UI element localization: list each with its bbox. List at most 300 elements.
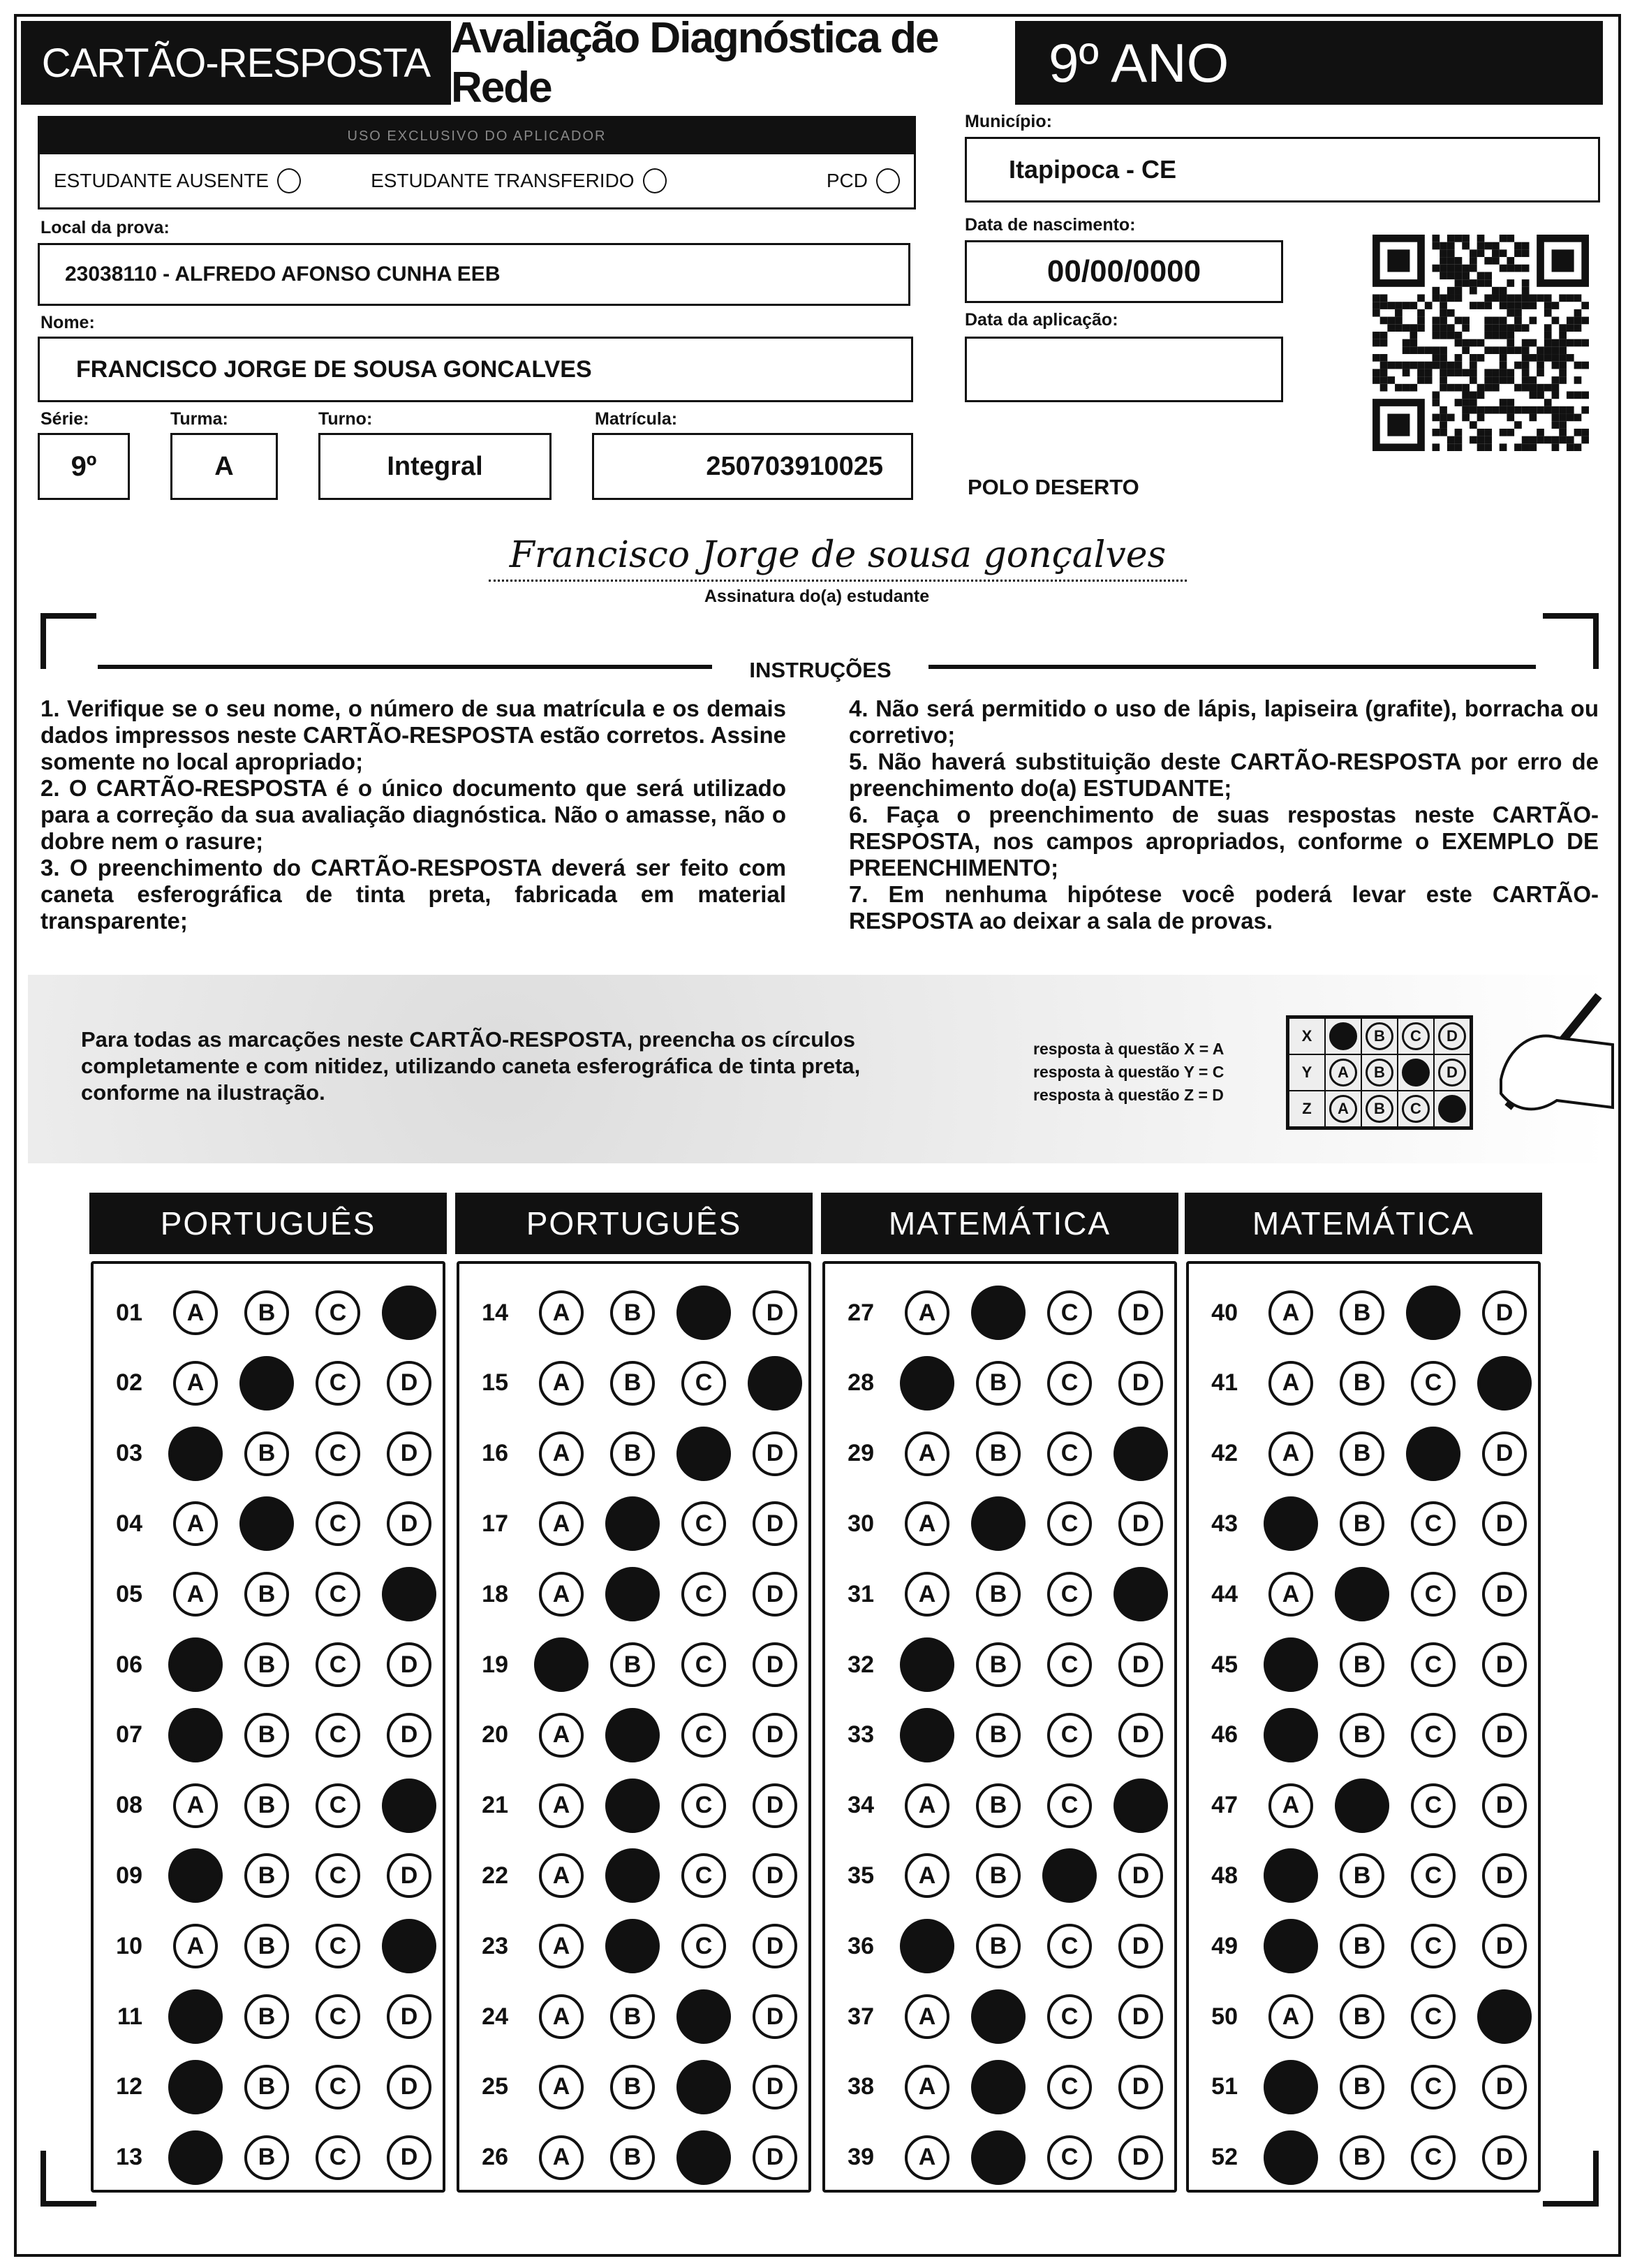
bubble-letter: D [400,1721,418,1748]
answer-bubble-d[interactable] [387,1713,431,1758]
answer-bubble-d[interactable] [1118,1290,1163,1335]
answer-bubble-d[interactable] [753,1853,797,1898]
answer-bubble-a[interactable] [905,2135,949,2180]
answer-bubble-b[interactable] [1340,1713,1384,1758]
answer-row [1189,1285,1527,1341]
answer-bubble-d[interactable] [1118,1994,1163,2039]
answer-bubble-b[interactable] [1340,2135,1384,2180]
answer-bubble-d[interactable] [1477,1989,1532,2044]
answer-bubble-b[interactable] [976,1642,1021,1687]
answer-bubble-d[interactable] [387,2135,431,2180]
answer-bubble-c[interactable] [316,1572,360,1617]
answer-row [459,2130,797,2186]
instruction-item: 5. Não haverá substituição deste CARTÃO-RESPOSTA por erro de preenchimento do(a) ESTUDANTE; [849,749,1599,801]
answer-bubble-c[interactable] [1047,1924,1092,1968]
answer-bubble-a[interactable] [539,1713,584,1758]
question-number: 47 [1211,1792,1238,1819]
bubble-letter: D [766,1721,784,1748]
answer-bubble-c[interactable] [1047,1713,1092,1758]
answer-bubble-d[interactable] [1114,1567,1168,1621]
answer-bubble-b[interactable] [1340,1994,1384,2039]
answer-bubble-c[interactable] [1411,1924,1456,1968]
bubble-letter: D [766,1580,784,1607]
bubble-letter: D [1495,1862,1514,1889]
bubble-letter: C [695,1651,713,1678]
answer-bubble-a[interactable] [173,1501,218,1546]
bubble-letter: D [766,1932,784,1959]
answer-bubble-a[interactable] [1264,2060,1318,2114]
answer-bubble-a[interactable] [168,1848,223,1903]
answer-bubble-c[interactable] [1047,2065,1092,2109]
answer-bubble-b[interactable] [1340,2065,1384,2109]
answer-bubble-a[interactable] [905,1572,949,1617]
answer-bubble-a[interactable] [905,1501,949,1546]
answer-bubble-a[interactable] [1264,1708,1318,1762]
answer-bubble-c[interactable] [681,1853,726,1898]
answer-bubble-a[interactable] [1268,1290,1313,1335]
answer-bubble-d[interactable] [1114,1779,1168,1833]
example-bubble: D [1438,1022,1466,1050]
name-label: Nome: [40,313,95,332]
example-bubble [1402,1059,1430,1087]
answer-bubble-d[interactable] [1118,1642,1163,1687]
answer-bubble-a[interactable] [173,1572,218,1617]
bubble-letter: B [1353,1369,1371,1397]
answer-bubble-d[interactable] [748,1356,802,1411]
answer-bubble-a[interactable] [173,1290,218,1335]
answer-bubble-a[interactable] [900,1637,954,1692]
answer-bubble-d[interactable] [1118,1501,1163,1546]
bubble-letter: D [1132,2003,1150,2030]
answer-bubble-a[interactable] [168,1637,223,1692]
answer-bubble-a[interactable] [539,1783,584,1828]
answer-bubble-c[interactable] [316,1924,360,1968]
answer-bubble-d[interactable] [753,1501,797,1546]
question-number: 31 [848,1580,874,1607]
answer-row [459,1707,797,1763]
answer-bubble-c[interactable] [1047,1501,1092,1546]
answer-bubble-c[interactable] [676,1427,731,1481]
question-number: 16 [482,1440,508,1467]
bubble-letter: B [989,1651,1007,1678]
answer-bubble-a[interactable] [1268,1431,1313,1476]
example-bubble: C [1402,1095,1430,1123]
applicator-box [38,116,916,209]
bubble-letter: D [400,1369,418,1397]
answer-bubble-b[interactable] [976,1713,1021,1758]
answer-bubble-d[interactable] [1482,1924,1527,1968]
bubble-letter: D [1132,2144,1150,2171]
example-cell [1398,1018,1434,1054]
answer-bubble-a[interactable] [168,1427,223,1481]
corner-mark [1543,613,1599,669]
answer-bubble-d[interactable] [1482,2135,1527,2180]
answer-block [91,1261,445,2193]
answer-bubble-b[interactable] [1335,1567,1389,1621]
answer-bubble-a[interactable] [905,1994,949,2039]
answer-bubble-d[interactable] [1118,2135,1163,2180]
answer-bubble-d[interactable] [1118,2065,1163,2109]
answer-bubble-a[interactable] [534,1637,589,1692]
divider [929,665,1536,669]
answer-bubble-c[interactable] [316,1783,360,1828]
answer-bubble-b[interactable] [1340,1924,1384,1968]
answer-bubble-d[interactable] [382,1567,436,1621]
bubble-letter: A [918,2003,936,2030]
card-title: CARTÃO-RESPOSTA [21,21,451,105]
bubble-letter: C [329,1862,347,1889]
answer-bubble-a[interactable] [905,1783,949,1828]
answer-bubble-d[interactable] [1482,1783,1527,1828]
answer-bubble-d[interactable] [1118,1924,1163,1968]
question-number: 07 [116,1721,142,1748]
bubble-letter: B [258,1651,276,1678]
answer-bubble-b[interactable] [605,1919,660,1973]
bubble-letter: A [918,1862,936,1889]
absent-bubble[interactable] [277,168,301,193]
answer-bubble-c[interactable] [316,2135,360,2180]
answer-bubble-c[interactable] [316,1853,360,1898]
answer-bubble-b[interactable] [610,1290,655,1335]
example-cell [1361,1054,1398,1091]
answer-bubble-c[interactable] [316,1431,360,1476]
answer-bubble-c[interactable] [1411,1783,1456,1828]
answer-bubble-c[interactable] [681,1501,726,1546]
answer-bubble-c[interactable] [1042,1848,1097,1903]
answer-bubble-c[interactable] [1047,1431,1092,1476]
answer-bubble-a[interactable] [1264,1848,1318,1903]
bubble-letter: C [695,1510,713,1537]
answer-bubble-b[interactable] [244,1290,289,1335]
bubble-letter: C [695,1369,713,1397]
bubble-letter: B [1353,2073,1371,2100]
answer-row [825,1778,1163,1834]
question-number: 26 [482,2144,508,2171]
answer-bubble-a[interactable] [1264,1496,1318,1551]
answer-bubble-d[interactable] [387,1361,431,1406]
answer-bubble-c[interactable] [316,1994,360,2039]
answer-bubble-b[interactable] [976,1924,1021,1968]
answer-bubble-a[interactable] [539,1361,584,1406]
answer-bubble-a[interactable] [1268,1572,1313,1617]
bubble-letter: C [1424,1932,1442,1959]
answer-bubble-c[interactable] [316,2065,360,2109]
answer-bubble-b[interactable] [610,2135,655,2180]
answer-bubble-a[interactable] [1264,1919,1318,1973]
bubble-letter: C [1060,1299,1079,1326]
answer-bubble-a[interactable] [1268,1783,1313,1828]
bubble-letter: C [695,1580,713,1607]
answer-bubble-c[interactable] [1047,1290,1092,1335]
answer-bubble-d[interactable] [753,1290,797,1335]
example-line: resposta à questão Y = C [1033,1063,1225,1081]
bubble-letter: B [623,1440,642,1467]
answer-bubble-b[interactable] [610,2065,655,2109]
answer-bubble-d[interactable] [1482,1853,1527,1898]
answer-bubble-d[interactable] [387,1994,431,2039]
answer-bubble-b[interactable] [244,2135,289,2180]
answer-row [459,1496,797,1552]
answer-bubble-c[interactable] [316,1361,360,1406]
answer-bubble-b[interactable] [971,1989,1026,2044]
answer-bubble-d[interactable] [387,1431,431,1476]
answer-bubble-a[interactable] [168,2060,223,2114]
answer-bubble-a[interactable] [173,1924,218,1968]
answer-bubble-b[interactable] [610,1431,655,1476]
bubble-letter: D [1132,1932,1150,1959]
answer-row [825,1285,1163,1341]
answer-bubble-d[interactable] [753,2135,797,2180]
answer-bubble-d[interactable] [1118,1713,1163,1758]
answer-bubble-b[interactable] [244,1994,289,2039]
answer-bubble-c[interactable] [1411,1642,1456,1687]
bubble-letter: A [918,2073,936,2100]
answer-bubble-b[interactable] [1340,1642,1384,1687]
bubble-letter: D [766,2003,784,2030]
answer-bubble-b[interactable] [976,1783,1021,1828]
answer-bubble-c[interactable] [1047,1994,1092,2039]
answer-bubble-b[interactable] [605,1848,660,1903]
answer-bubble-d[interactable] [387,1642,431,1687]
answer-bubble-d[interactable] [382,1779,436,1833]
question-number: 04 [116,1510,142,1537]
answer-row [1189,1707,1527,1763]
answer-bubble-c[interactable] [681,1572,726,1617]
bubble-letter: A [186,1792,205,1819]
answer-row [1189,1989,1527,2045]
answer-bubble-c[interactable] [1047,1642,1092,1687]
instruction-item: 3. O preenchimento do CARTÃO-RESPOSTA deverá ser feito com caneta esferográfica de tinta preta, fabricada em material transparente; [40,855,786,934]
answer-bubble-c[interactable] [676,2130,731,2185]
answer-bubble-b[interactable] [976,1853,1021,1898]
answer-bubble-d[interactable] [1477,1356,1532,1411]
answer-bubble-d[interactable] [1114,1427,1168,1481]
answer-bubble-a[interactable] [168,1708,223,1762]
answer-bubble-a[interactable] [539,1501,584,1546]
answer-bubble-b[interactable] [976,1431,1021,1476]
answer-bubble-d[interactable] [753,1642,797,1687]
bubble-letter: B [258,1792,276,1819]
answer-bubble-d[interactable] [1482,2065,1527,2109]
answer-bubble-c[interactable] [1411,1361,1456,1406]
answer-bubble-b[interactable] [239,1356,294,1411]
answer-bubble-b[interactable] [244,1924,289,1968]
question-number: 03 [116,1440,142,1467]
answer-bubble-b[interactable] [605,1496,660,1551]
pcd-bubble[interactable] [876,168,900,193]
answer-bubble-c[interactable] [1047,1783,1092,1828]
answer-bubble-a[interactable] [1268,1361,1313,1406]
answer-bubble-b[interactable] [605,1567,660,1621]
answer-bubble-a[interactable] [1264,2130,1318,2185]
answer-bubble-a[interactable] [539,2135,584,2180]
answer-bubble-b[interactable] [976,1572,1021,1617]
answer-bubble-b[interactable] [610,1361,655,1406]
answer-bubble-c[interactable] [316,1642,360,1687]
answer-bubble-b[interactable] [244,1572,289,1617]
answer-bubble-c[interactable] [316,1501,360,1546]
answer-bubble-b[interactable] [605,1779,660,1833]
answer-bubble-a[interactable] [539,1431,584,1476]
answer-bubble-a[interactable] [173,1783,218,1828]
answer-bubble-d[interactable] [753,1431,797,1476]
answer-bubble-a[interactable] [168,1989,223,2044]
answer-bubble-b[interactable] [971,1286,1026,1340]
answer-bubble-a[interactable] [1268,1994,1313,2039]
transferred-bubble[interactable] [643,168,667,193]
answer-bubble-b[interactable] [971,2060,1026,2114]
answer-row [459,1637,797,1693]
corner-mark [40,613,96,669]
question-number: 34 [848,1792,874,1819]
answer-bubble-a[interactable] [539,1853,584,1898]
example-cell [1361,1018,1398,1054]
bubble-letter: B [258,2073,276,2100]
answer-bubble-a[interactable] [905,1853,949,1898]
answer-bubble-d[interactable] [1482,1290,1527,1335]
answer-bubble-b[interactable] [244,1642,289,1687]
answer-bubble-b[interactable] [610,1642,655,1687]
answer-bubble-b[interactable] [971,1496,1026,1551]
answer-bubble-c[interactable] [1411,1713,1456,1758]
answer-bubble-d[interactable] [753,2065,797,2109]
answer-bubble-b[interactable] [976,1361,1021,1406]
answer-bubble-c[interactable] [1411,2065,1456,2109]
answer-bubble-a[interactable] [539,1290,584,1335]
answer-bubble-c[interactable] [676,2060,731,2114]
answer-bubble-c[interactable] [1047,2135,1092,2180]
answer-bubble-a[interactable] [173,1361,218,1406]
answer-bubble-a[interactable] [539,1994,584,2039]
question-number: 28 [848,1369,874,1397]
answer-bubble-b[interactable] [605,1708,660,1762]
bubble-letter: D [400,1862,418,1889]
answer-bubble-d[interactable] [1482,1713,1527,1758]
answer-bubble-d[interactable] [753,1994,797,2039]
answer-bubble-a[interactable] [539,2065,584,2109]
answer-bubble-b[interactable] [971,2130,1026,2185]
answer-bubble-d[interactable] [387,1853,431,1898]
answer-bubble-c[interactable] [676,1989,731,2044]
answer-bubble-a[interactable] [900,1919,954,1973]
answer-bubble-a[interactable] [905,1290,949,1335]
answer-bubble-d[interactable] [753,1572,797,1617]
answer-bubble-d[interactable] [753,1924,797,1968]
answer-bubble-b[interactable] [244,1783,289,1828]
question-number: 06 [116,1651,142,1678]
answer-bubble-b[interactable] [1340,1431,1384,1476]
answer-bubble-c[interactable] [1411,1994,1456,2039]
answer-bubble-c[interactable] [1411,1501,1456,1546]
question-number: 48 [1211,1862,1238,1889]
answer-bubble-d[interactable] [753,1713,797,1758]
bubble-letter: A [552,1721,570,1748]
answer-bubble-b[interactable] [239,1496,294,1551]
answer-bubble-b[interactable] [1340,1501,1384,1546]
answer-bubble-c[interactable] [1411,2135,1456,2180]
answer-bubble-a[interactable] [905,1431,949,1476]
answer-block [457,1261,811,2193]
answer-bubble-a[interactable] [539,1924,584,1968]
bubble-letter: B [989,1369,1007,1397]
answer-bubble-a[interactable] [1264,1637,1318,1692]
answer-bubble-c[interactable] [681,1783,726,1828]
answer-bubble-d[interactable] [387,1501,431,1546]
answer-bubble-d[interactable] [387,2065,431,2109]
answer-bubble-b[interactable] [1340,1361,1384,1406]
question-number: 43 [1211,1510,1238,1537]
answer-bubble-d[interactable] [1118,1853,1163,1898]
answer-bubble-d[interactable] [1118,1361,1163,1406]
answer-bubble-b[interactable] [244,2065,289,2109]
answer-bubble-a[interactable] [900,1356,954,1411]
bubble-letter: A [1282,1440,1300,1467]
answer-bubble-c[interactable] [681,1924,726,1968]
answer-bubble-d[interactable] [1482,1501,1527,1546]
transferred-label: ESTUDANTE TRANSFERIDO [371,170,635,191]
bubble-letter: D [766,1299,784,1326]
bubble-letter: D [1495,1510,1514,1537]
example-question-label: X [1289,1018,1325,1054]
answer-bubble-d[interactable] [753,1783,797,1828]
answer-bubble-b[interactable] [1335,1779,1389,1833]
answer-row [94,1707,431,1763]
answer-bubble-d[interactable] [1482,1572,1527,1617]
answer-row [825,2059,1163,2115]
answer-bubble-b[interactable] [610,1994,655,2039]
answer-bubble-c[interactable] [1411,1572,1456,1617]
bubble-letter: D [1495,2073,1514,2100]
answer-bubble-c[interactable] [676,1286,731,1340]
answer-row [94,1637,431,1693]
question-number: 10 [116,1932,142,1959]
answer-bubble-b[interactable] [244,1713,289,1758]
answer-row [825,1566,1163,1622]
answer-bubble-c[interactable] [1047,1361,1092,1406]
answer-bubble-c[interactable] [1411,1853,1456,1898]
answer-bubble-c[interactable] [681,1642,726,1687]
answer-bubble-b[interactable] [244,1431,289,1476]
bubble-letter: A [186,1369,205,1397]
answer-bubble-c[interactable] [1406,1427,1460,1481]
answer-bubble-b[interactable] [244,1853,289,1898]
turma-field: A [170,433,278,500]
answer-bubble-c[interactable] [681,1361,726,1406]
answer-bubble-d[interactable] [382,1286,436,1340]
answer-bubble-b[interactable] [1340,1290,1384,1335]
answer-bubble-c[interactable] [1406,1286,1460,1340]
bubble-letter: B [258,1299,276,1326]
answer-bubble-a[interactable] [168,2130,223,2185]
answer-bubble-c[interactable] [316,1713,360,1758]
answer-bubble-c[interactable] [1047,1572,1092,1617]
bubble-letter: C [329,1651,347,1678]
answer-bubble-d[interactable] [382,1919,436,1973]
answer-bubble-a[interactable] [539,1572,584,1617]
answer-bubble-c[interactable] [681,1713,726,1758]
answer-row [94,2130,431,2186]
answer-row [94,1355,431,1411]
bubble-letter: A [918,1792,936,1819]
answer-bubble-d[interactable] [1482,1642,1527,1687]
answer-bubble-d[interactable] [1482,1431,1527,1476]
answer-bubble-b[interactable] [1340,1853,1384,1898]
answer-bubble-c[interactable] [316,1290,360,1335]
answer-row [94,1778,431,1834]
answer-bubble-a[interactable] [900,1708,954,1762]
answer-bubble-a[interactable] [905,2065,949,2109]
question-number: 44 [1211,1580,1238,1607]
